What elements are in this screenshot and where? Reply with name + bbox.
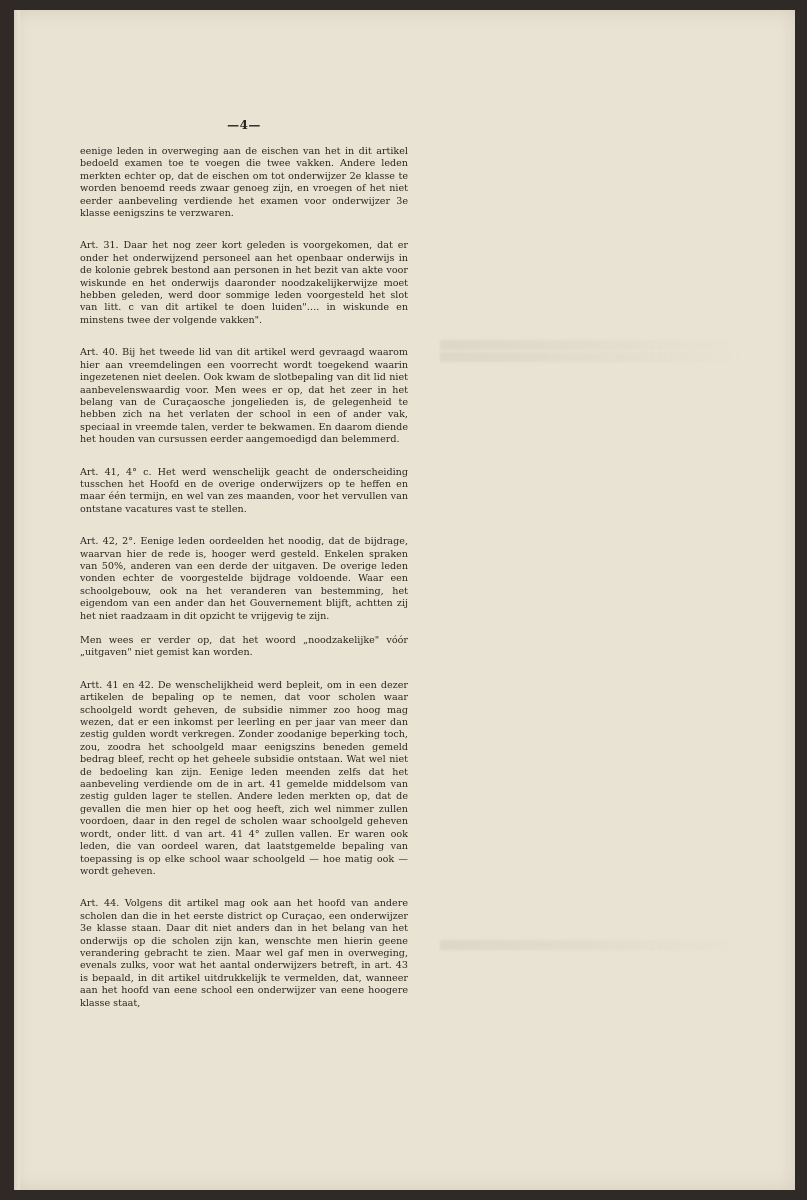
page-number: —4— (227, 118, 261, 132)
paragraph-art-44: Art. 44. Volgens dit artikel mag ook aan het hoofd van andere scholen dan die in het eerste district op Curaçao, een onderwijzer 3e klasse staan. Daar dit niet anders dan in het belang van het onderwijs op die scholen zijn kan, wenschte men hierin geene verandering gebracht te zien. Maar wel gaf men in overweging, evenals zulks, voor wat het aantal onderwijzers betreft, in art. 43 is bepaald, in dit artikel uitdrukkelijk te vermelden, dat, wanneer aan het hoofd van eene school een onderwijzer van eene hoogere klasse staat, (80, 898, 408, 1009)
paragraph-art-42: Art. 42, 2°. Eenige leden oordeelden het noodig, dat de bijdrage, waarvan hier de rede is, hooger werd gesteld. Enkelen spraken van 50%, anderen van een derde der uitgaven. De overige leden vonden echter de voorgestelde bijdrage voldoende. Waar een schoolgebouw, ook na het veranderen van bestemming, het eigendom van een ander dan het Gouvernement blijft, achtten zij het niet raadzaam in dit opzicht te vrijgevig te zijn. (80, 536, 408, 622)
page-edge-shadow (14, 10, 20, 1190)
paragraph-noodzakelijke: Men wees er verder op, dat het woord „noodzakelijke" vóór „uitgaven" niet gemist kan worden. (80, 635, 408, 659)
show-through-mark (440, 352, 740, 362)
paragraph-continuation: eenige leden in overweging aan de eischen van het in dit artikel bedoeld examen toe te voegen die twee vakken. Andere leden merkten echter op, dat de eischen om tot onderwijzer 2e klasse te worden benoemd reeds zwaar genoeg zijn, en vroegen of het niet eerder aanbeveling verdiende het examen voor onderwijzer 3e klasse eenigszins te verzwaren. (80, 146, 408, 220)
show-through-mark (440, 940, 740, 950)
paragraph-artt-41-42: Artt. 41 en 42. De wenschelijkheid werd bepleit, om in een dezer artikelen de bepaling op te nemen, dat voor scholen waar schoolgeld wordt geheven, de subsidie nimmer zoo hoog mag wezen, dat er een inkomst per leerling en per jaar van meer dan zestig gulden wordt verkregen. Zonder zoodanige beperking toch, zou, zoodra het schoolgeld maar eenigszins beneden gemeld bedrag bleef, recht op het geheele subsidie ontstaan. Wat wel niet de bedoeling kan zijn. Eenige leden meenden zelfs dat het aanbeveling verdiende om de in art. 41 gemelde middelsom van zestig gulden lager te stellen. Andere leden merkten op, dat de gevallen die men hier op het oog heeft, zich wel nimmer zullen voordoen, daar in den regel de scholen waar schoolgeld geheven wordt, onder litt. d van art. 41 4° zullen vallen. Er waren ook leden, die van oordeel waren, dat laatstgemelde bepaling van toepassing is op elke school waar schoolgeld — hoe matig ook — wordt geheven. (80, 679, 408, 877)
show-through-mark (440, 340, 740, 350)
body-text (80, 146, 408, 1010)
paragraph-art-31: Art. 31. Daar het nog zeer kort geleden is voorgekomen, dat er onder het onderwijzend personeel aan het openbaar onderwijs in de kolonie gebrek bestond aan personen in het bezit van akte voor wiskunde en het onderwijs daaronder noodzakelijkerwijze moet hebben geleden, werd door sommige leden voorgesteld het slot van litt. c van dit artikel te doen luiden"…. in wiskunde en minstens twee der volgende vakken". (80, 240, 408, 326)
paragraph-art-40: Art. 40. Bij het tweede lid van dit artikel werd gevraagd waarom hier aan vreemdelingen een voorrecht wordt toegekend waarin ingezetenen niet deelen. Ook kwam de slotbepaling van dit lid niet aanbevelenswaardig voor. Men wees er op, dat het zeer in het belang van de Curaçaosche jongelieden is, de gelegenheid te hebben zich na het verlaten der school in een of ander vak, speciaal in vreemde talen, verder te bekwamen. En daarom diende het houden van cursussen eerder aangemoedigd dan belemmerd. (80, 347, 408, 446)
paragraph-art-41: Art. 41, 4° c. Het werd wenschelijk geacht de onderscheiding tusschen het Hoofd en de overige onderwijzers op te heffen en maar één termijn, en wel van zes maanden, voor het vervullen van ontstane vacatures vast te stellen. (80, 466, 408, 515)
